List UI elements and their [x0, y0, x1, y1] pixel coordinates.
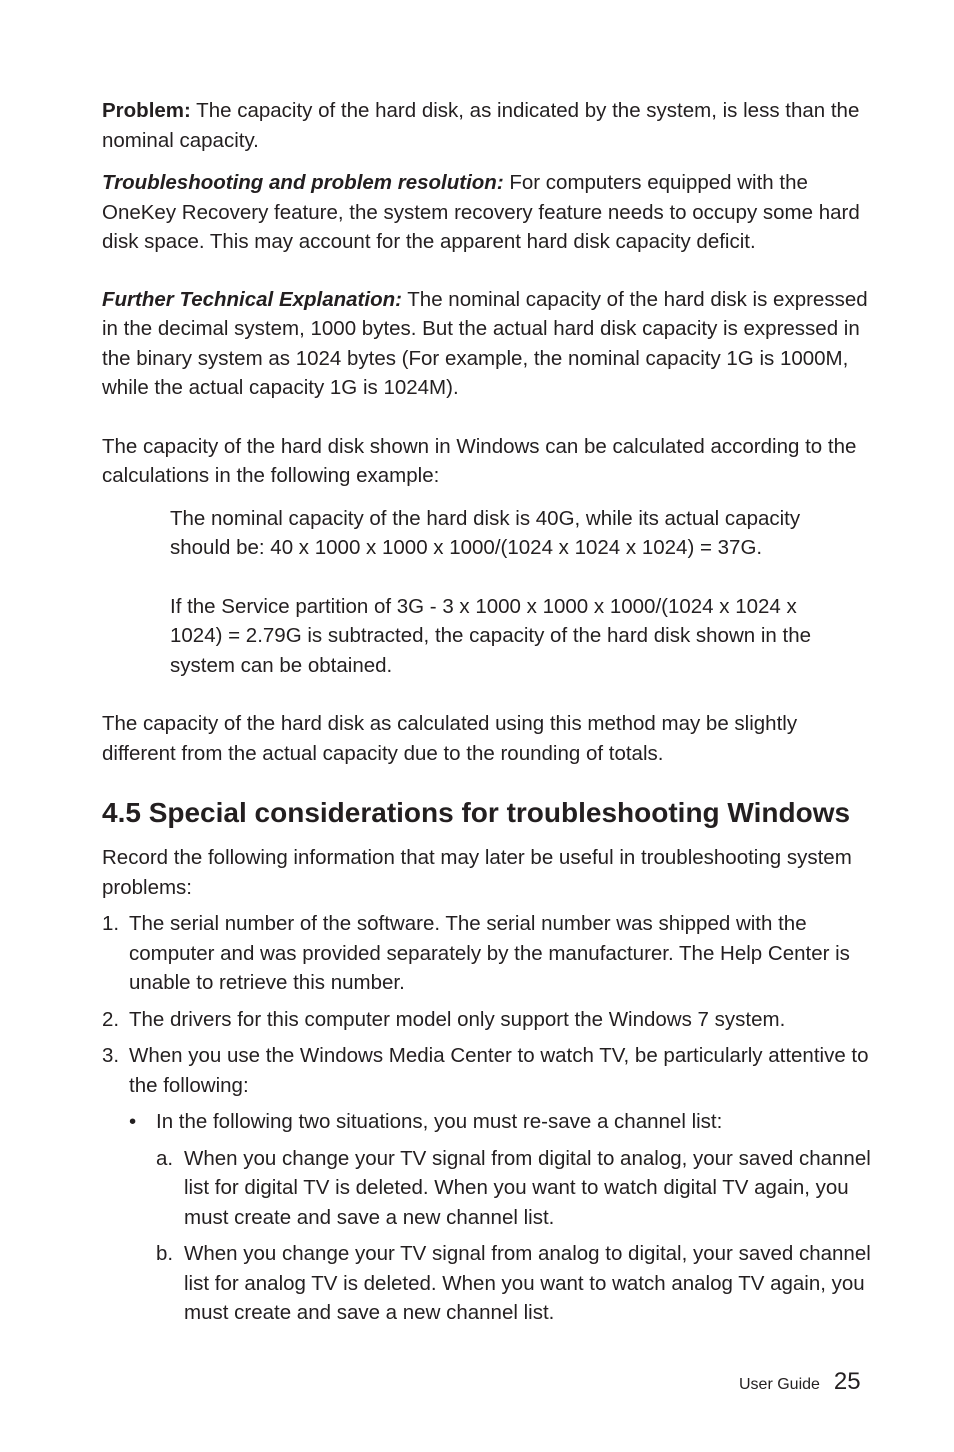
lettered-item-marker: b.	[156, 1242, 174, 1265]
bullet-item	[129, 1107, 872, 1328]
lettered-item	[156, 1239, 872, 1328]
lettered-item-marker: a.	[156, 1146, 174, 1170]
list-item	[102, 1041, 872, 1100]
bullet-item-text: In the following two situations, you must re-save a channel list:	[156, 1110, 723, 1133]
example-calculation-1: The nominal capacity of the hard disk is 40G, while its actual capacity should be: 40 x 1000 x 1000 x 1000/(1024 x 1024 x 1024) = 37G.	[170, 506, 801, 559]
page-number: 25	[833, 1368, 861, 1395]
problem-paragraph	[102, 96, 872, 155]
section-intro-paragraph: Record the following information that may later be useful in troubleshooting system problems:	[102, 846, 852, 899]
lettered-item-text: When you change your TV signal from digital to analog, your saved channel list for digital TV is deleted. When you want to watch digital TV again, you must create and save a new channel list.	[184, 1146, 871, 1229]
troubleshooting-text: For computers equipped with the OneKey Recovery feature, the system recovery feature needs to occupy some hard disk space. This may account for the apparent hard disk capacity deficit.	[102, 171, 860, 253]
list-item-text: When you use the Windows Media Center to watch TV, be particularly attentive to the following:	[129, 1044, 869, 1097]
problem-text: The capacity of the hard disk, as indicated by the system, is less than the nominal capacity.	[102, 99, 860, 152]
list-item-text: The drivers for this computer model only support the Windows 7 system.	[129, 1007, 786, 1031]
list-item-number: 1.	[102, 912, 120, 935]
capacity-intro-paragraph: The capacity of the hard disk shown in Windows can be calculated according to the calculations in the following example:	[102, 434, 857, 487]
lettered-item	[156, 1144, 872, 1233]
bullet-list	[102, 1107, 872, 1328]
further-explanation-label: Further Technical Explanation:	[102, 287, 402, 311]
page-footer	[739, 1368, 861, 1399]
lettered-list	[156, 1144, 872, 1328]
example-calculation-2: If the Service partition of 3G - 3 x 1000 x 1000 x 1000/(1024 x 1024 x 1024) = 2.79G is subtracted, the capacity of the hard disk shown in the system can be obtained.	[170, 594, 812, 677]
list-item-number: 2.	[102, 1007, 120, 1031]
capacity-note-paragraph: The capacity of the hard disk as calculated using this method may be slightly different from the actual capacity due to the rounding of totals.	[102, 712, 798, 765]
lettered-item-text: When you change your TV signal from analog to digital, your saved channel list for analog TV is deleted. When you want to watch analog TV again, you must create and save a new channel list.	[184, 1242, 871, 1324]
bullet-marker: •	[129, 1110, 137, 1133]
problem-label: Problem:	[102, 99, 191, 122]
list-item	[102, 1005, 872, 1035]
troubleshooting-paragraph	[102, 168, 872, 257]
section-heading: 4.5 Special considerations for troubleshooting Windows	[102, 797, 851, 828]
further-explanation-text: The nominal capacity of the hard disk is expressed in the decimal system, 1000 bytes. But the actual hard disk capacity is expressed in the binary system as 1024 bytes (For example, the nominal capacity 1G is 1000M, while the actual capacity 1G is 1024M).	[102, 287, 868, 399]
list-item	[102, 909, 872, 998]
footer-label: User Guide	[739, 1376, 820, 1393]
further-explanation-paragraph	[102, 285, 872, 403]
document-page	[102, 96, 872, 1328]
list-item-text: The serial number of the software. The serial number was shipped with the computer and was provided separately by the manufacturer. The Help Center is unable to retrieve this number.	[129, 912, 850, 994]
list-item-number: 3.	[102, 1044, 120, 1067]
numbered-list	[102, 909, 872, 1100]
troubleshooting-label: Troubleshooting and problem resolution:	[102, 171, 504, 194]
